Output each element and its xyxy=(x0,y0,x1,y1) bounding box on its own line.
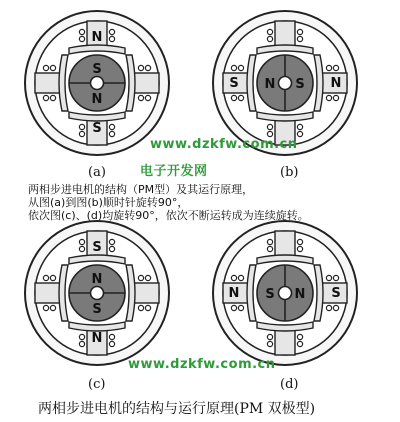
rotor-shaft xyxy=(279,287,292,300)
stator-pole-label-bottom: S xyxy=(92,121,102,136)
figure-title: 两相步进电机的结构与运行原理(PM 双极型) xyxy=(38,401,316,417)
description-text xyxy=(28,183,400,222)
motor-diagram-c xyxy=(22,218,172,368)
rotor-label-first: S xyxy=(295,77,305,92)
rotor-label-second: S xyxy=(265,287,275,302)
rotor-shaft xyxy=(91,77,104,90)
stator-pole-label-right: S xyxy=(331,286,341,301)
rotor-label-first: N xyxy=(294,287,306,302)
stator-pole-label-top: N xyxy=(91,30,103,45)
stator-pole-label-top: S xyxy=(92,240,102,255)
motor-diagram-b xyxy=(210,8,360,158)
caption-a: (a) xyxy=(88,165,106,180)
motor-diagram-d xyxy=(210,218,360,368)
rotor-label-second: N xyxy=(91,92,103,107)
rotor-label-second: N xyxy=(264,77,276,92)
watermark-url-top: www.dzkfw.com.cn xyxy=(150,137,298,152)
motor-diagram-a xyxy=(22,8,172,158)
caption-d: (d) xyxy=(280,377,299,392)
rotor-label-second: S xyxy=(92,302,102,317)
description-line-1: 两相步进电机的结构（PM型）及其运行原理， xyxy=(28,183,254,196)
description-line-3: 依次图(c)、(d)均旋转90°，依次不断运转成为连续旋转。 xyxy=(28,209,309,222)
stator-pole-label-left: S xyxy=(229,76,239,91)
stator-pole-label-right: N xyxy=(330,76,342,91)
stator-pole-label-left: N xyxy=(228,286,240,301)
stator-pole-label-bottom: N xyxy=(91,331,103,346)
rotor-shaft xyxy=(279,77,292,90)
watermark-site-name: 电子开发网 xyxy=(140,164,208,179)
watermark-url-bottom: www.dzkfw.com.cn xyxy=(128,357,276,372)
rotor-label-first: N xyxy=(91,272,103,287)
caption-c: (c) xyxy=(88,377,106,392)
rotor-shaft xyxy=(91,287,104,300)
description-line-2: 从图(a)到图(b)顺时针旋转90°， xyxy=(28,196,189,209)
caption-b: (b) xyxy=(280,165,299,180)
rotor-label-first: S xyxy=(92,62,102,77)
